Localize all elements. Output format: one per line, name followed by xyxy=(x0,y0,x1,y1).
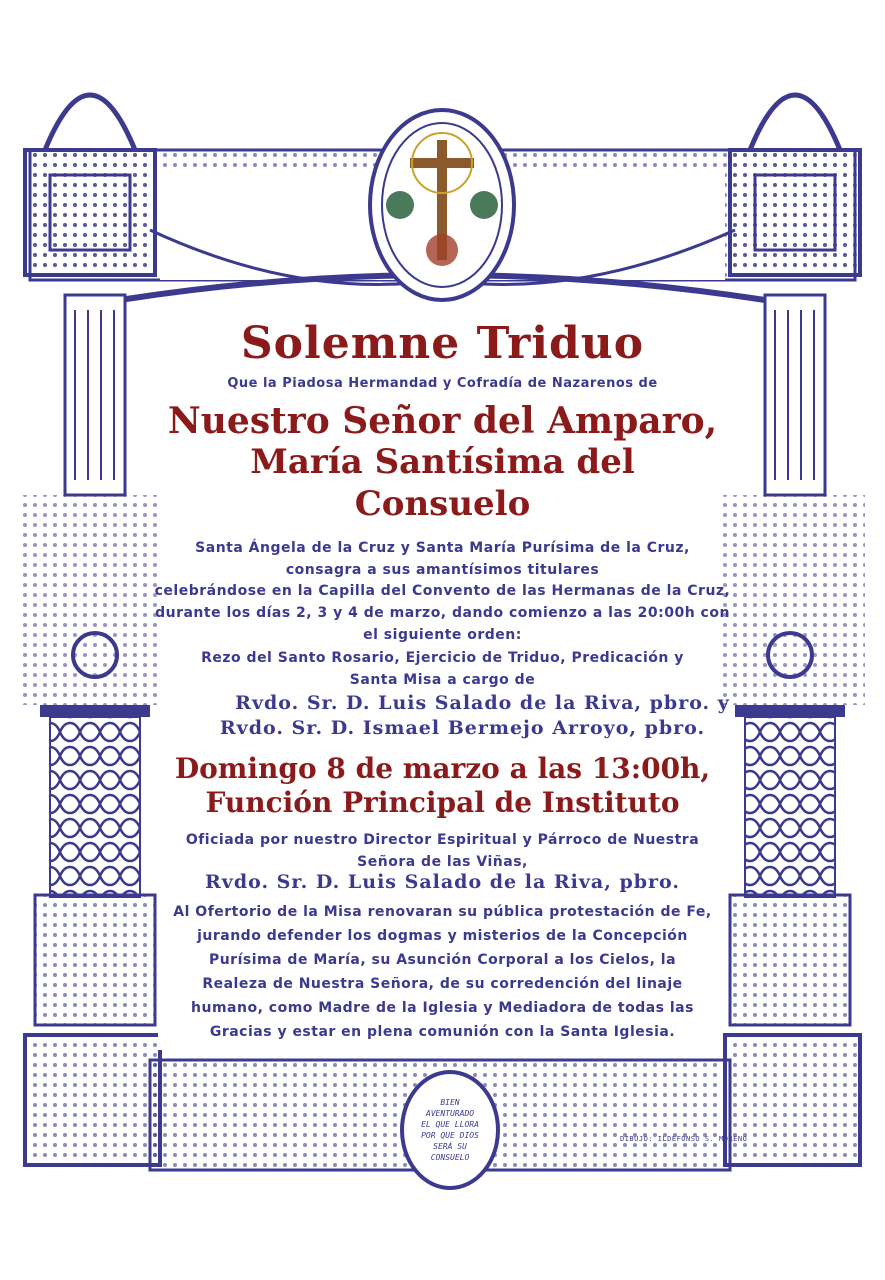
text-line: consagra a sus amantísimos titulares xyxy=(285,562,600,578)
text-line: Gracias y estar en plena comunión con la Santa Iglesia. xyxy=(209,1024,676,1040)
preacher-line1: Rvdo. Sr. D. Luis Salado de la Riva, pbro. y xyxy=(235,692,730,714)
schedule-paragraph: celebrándose en la Capilla del Convento de las Hermanas de la Cruz, durante los días 2, 3 y 4 de marzo, dando comienzo a las 20:00h con el siguiente orden: xyxy=(154,583,731,643)
celebrant-line: Rvdo. Sr. D. Luis Salado de la Riva, pbro. xyxy=(204,871,681,893)
dedication-paragraph xyxy=(0,537,885,581)
text-line: Oficiada por nuestro Director Espiritual y Párroco de Nuestra xyxy=(185,832,700,848)
brotherhood-name-line3: Consuelo xyxy=(354,484,531,524)
intro-line: Que la Piadosa Hermandad y Cofradía de Nazarenos de xyxy=(227,376,658,391)
officiant-paragraph xyxy=(0,829,885,873)
text-line: humano, como Madre de la Iglesia y Mediadora de todas las xyxy=(191,1000,694,1016)
order-paragraph xyxy=(0,647,885,691)
seal-text-line: BIEN xyxy=(440,1098,460,1107)
text-line: Señora de las Viñas, xyxy=(357,854,528,870)
text-line: Rezo del Santo Rosario, Ejercicio de Triduo, Predicación y xyxy=(201,650,684,666)
function-date: Domingo 8 de marzo a las 13:00h, xyxy=(174,752,711,785)
artist-signature: DIBUJO: ILDEFONSO S. MORENO xyxy=(620,1135,748,1143)
protestation-paragraph xyxy=(0,900,885,1044)
brotherhood-name-line1: Nuestro Señor del Amparo, xyxy=(167,400,718,442)
seal-text-line: CONSUELO xyxy=(430,1153,470,1162)
page-title: Solemne Triduo xyxy=(240,318,645,369)
seal-text-line: AVENTURADO xyxy=(425,1109,475,1118)
function-title: Función Principal de Instituto xyxy=(205,786,680,819)
brotherhood-name-line2: María Santísima del xyxy=(250,442,635,482)
text-line: Realeza de Nuestra Señora, de su corredención del linaje xyxy=(202,976,683,992)
text-line: Al Ofertorio de la Misa renovaran su pública protestación de Fe, xyxy=(173,904,712,920)
text-line: Purísima de María, su Asunción Corporal a los Cielos, la xyxy=(208,952,677,968)
text-line: Santa Ángela de la Cruz y Santa María Purísima de la Cruz, xyxy=(195,540,690,556)
seal-text-line: EL QUE LLORA xyxy=(421,1120,479,1129)
seal-text-line: SERÁ SU xyxy=(433,1142,467,1151)
seal-text-line: POR QUE DIOS xyxy=(421,1131,479,1140)
text-line: jurando defender los dogmas y misterios de la Concepción xyxy=(197,928,688,944)
text-line: Santa Misa a cargo de xyxy=(349,672,536,688)
preacher-line2: Rvdo. Sr. D. Ismael Bermejo Arroyo, pbro. xyxy=(219,717,706,739)
